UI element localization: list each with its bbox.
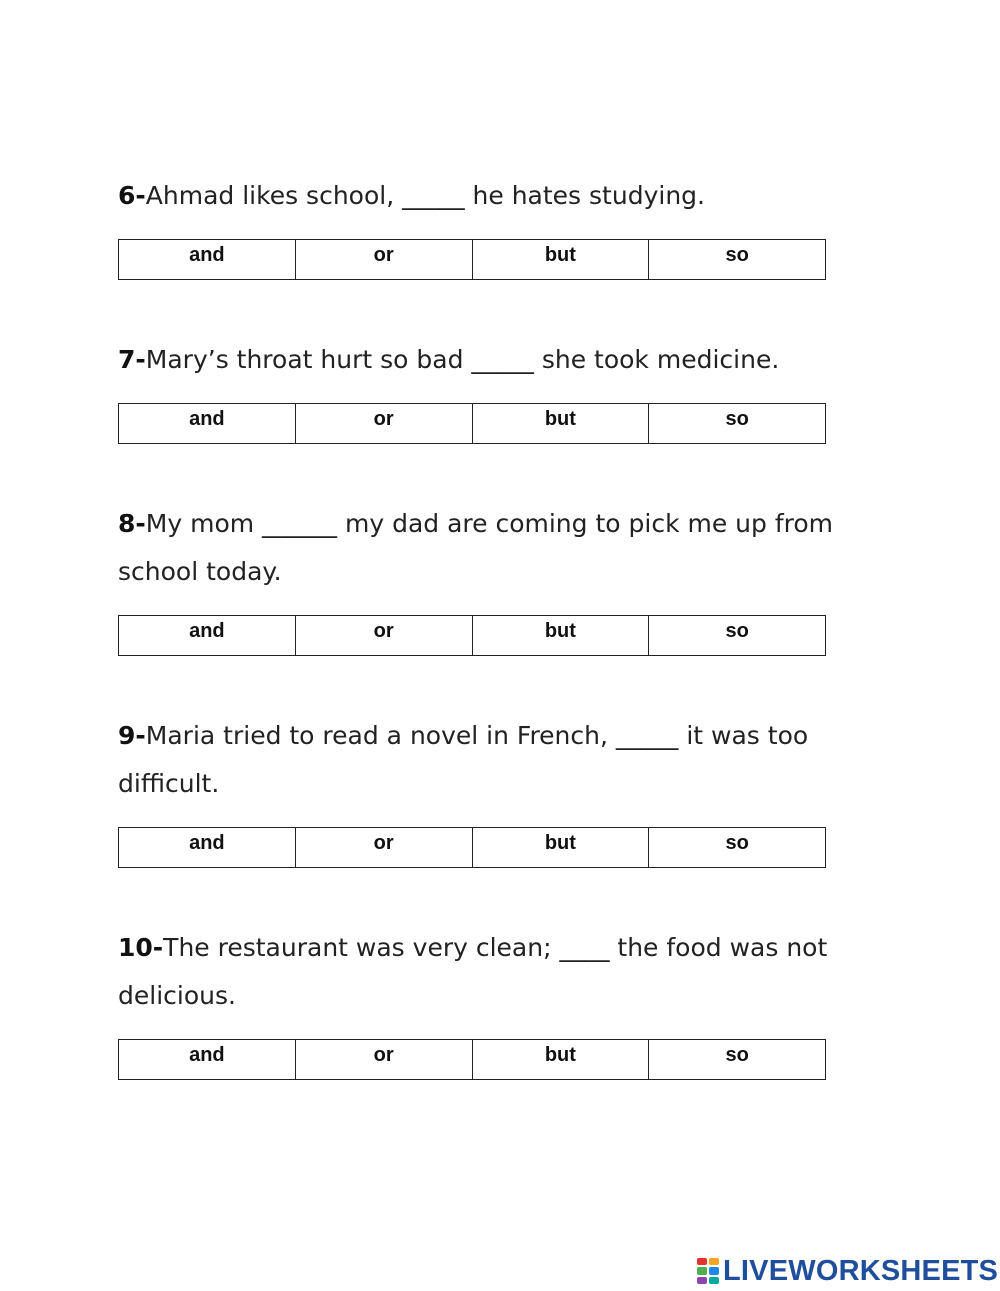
- question-8-options: [118, 615, 826, 656]
- question-sentence: My mom ______ my dad are coming to pick me up from school today.: [118, 509, 834, 586]
- option-and[interactable]: and: [189, 408, 225, 430]
- option-and[interactable]: and: [189, 832, 225, 854]
- question-sentence: Ahmad likes school, _____ he hates studying.: [145, 181, 705, 210]
- question-number: 10-: [118, 933, 164, 962]
- option-but[interactable]: but: [472, 616, 649, 655]
- option-so[interactable]: so: [648, 828, 825, 867]
- liveworksheets-logo[interactable]: [697, 1254, 998, 1288]
- question-number: 9-: [118, 721, 146, 750]
- logo-text: LIVEWORKSHEETS: [723, 1254, 999, 1287]
- option-or[interactable]: or: [295, 404, 472, 443]
- question-7-text: [118, 336, 878, 384]
- option-or[interactable]: or: [295, 616, 472, 655]
- logo-tile: [709, 1277, 719, 1284]
- option-or[interactable]: or: [295, 828, 472, 867]
- option-but[interactable]: but: [472, 240, 649, 279]
- question-9-text: [118, 712, 878, 808]
- question-sentence: The restaurant was very clean; ____ the food was not delicious.: [118, 933, 828, 1010]
- logo-tile: [697, 1267, 707, 1274]
- logo-tile: [697, 1277, 707, 1284]
- question-10-options: [118, 1039, 826, 1080]
- question-8-text: [118, 500, 878, 596]
- option-so[interactable]: so: [648, 1040, 825, 1079]
- option-or[interactable]: or: [295, 1040, 472, 1079]
- question-sentence: Maria tried to read a novel in French, _____ it was too difficult.: [118, 721, 809, 798]
- option-but[interactable]: but: [472, 1040, 649, 1079]
- question-sentence: Mary’s throat hurt so bad _____ she took medicine.: [145, 345, 780, 374]
- option-so[interactable]: so: [648, 240, 825, 279]
- logo-tile: [709, 1267, 719, 1274]
- logo-tile: [697, 1258, 707, 1265]
- option-but[interactable]: but: [472, 828, 649, 867]
- option-so[interactable]: so: [648, 616, 825, 655]
- question-number: 7-: [118, 345, 146, 374]
- logo-tile: [709, 1258, 719, 1265]
- question-number: 8-: [118, 509, 146, 538]
- question-6-text: [118, 172, 878, 220]
- liveworksheets-logo-icon: [697, 1258, 719, 1284]
- option-or[interactable]: or: [295, 240, 472, 279]
- question-9-options: [118, 827, 826, 868]
- question-6-options: [118, 239, 826, 280]
- option-and[interactable]: and: [189, 1044, 225, 1066]
- option-so[interactable]: so: [648, 404, 825, 443]
- question-10-text: [118, 924, 878, 1020]
- question-number: 6-: [118, 181, 146, 210]
- option-but[interactable]: but: [472, 404, 649, 443]
- option-and[interactable]: and: [189, 620, 225, 642]
- question-7-options: [118, 403, 826, 444]
- option-and[interactable]: and: [189, 244, 225, 266]
